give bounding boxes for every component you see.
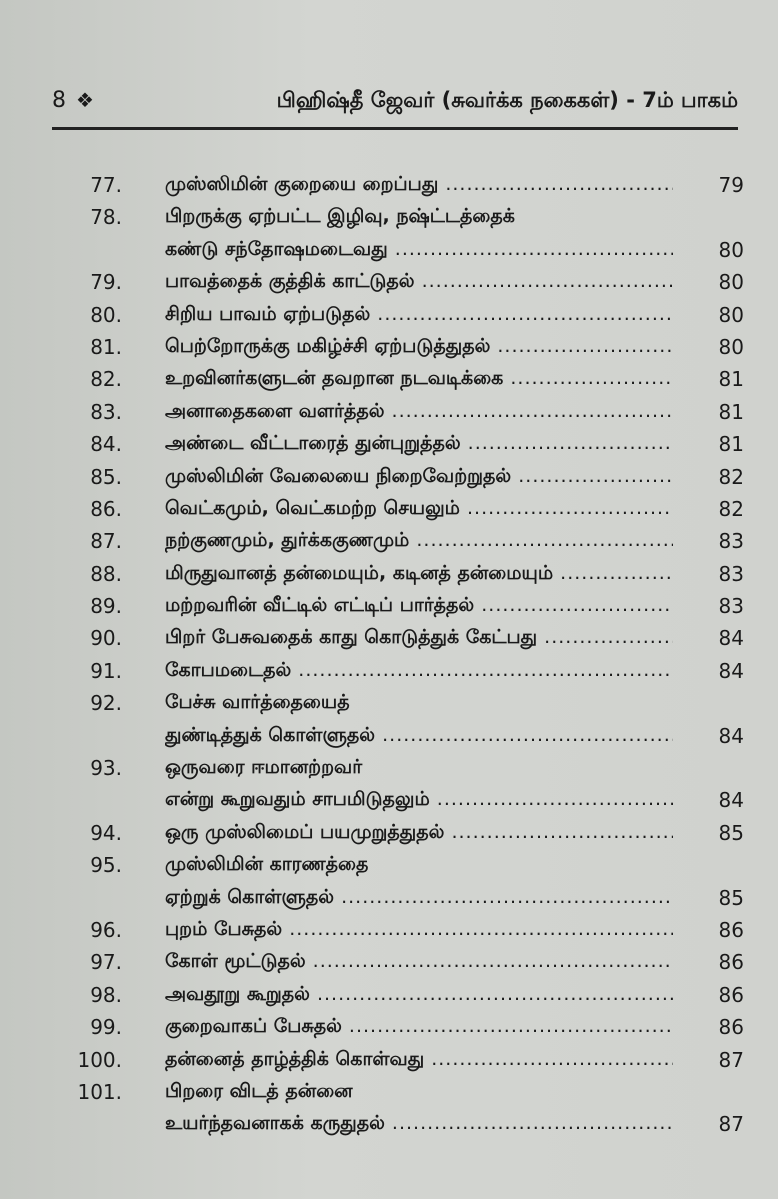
page-number: 8 bbox=[52, 88, 66, 113]
entry-page-number: 83 bbox=[718, 561, 744, 586]
entry-page-number: 85 bbox=[718, 885, 744, 910]
toc-entry-line bbox=[0, 559, 778, 591]
entry-title: கோபமடைதல் ..... bbox=[165, 659, 673, 684]
entry-number: 87. bbox=[90, 529, 122, 554]
entry-number: 95. bbox=[90, 853, 122, 878]
entry-page-number: 86 bbox=[718, 950, 744, 975]
entry-number: 81. bbox=[90, 334, 122, 359]
entry-title: ஒருவரை ஈமானற்றவர் bbox=[165, 756, 363, 779]
entry-title: அனாதைகளை வளர்த்தல் ..... bbox=[165, 400, 673, 425]
entry-number: 84. bbox=[90, 432, 122, 457]
toc-entry-line bbox=[0, 753, 778, 785]
toc-entry-line bbox=[0, 721, 778, 753]
entry-page-number: 84 bbox=[718, 626, 744, 651]
toc-entry-line bbox=[0, 850, 778, 882]
entry-page-number: 80 bbox=[718, 270, 744, 295]
entry-title: அவதூறு கூறுதல் ..... bbox=[165, 983, 673, 1008]
entry-number: 94. bbox=[90, 820, 122, 845]
entry-title: முஸ்லிமின் வேலையை நிறைவேற்றுதல் ..... bbox=[165, 465, 673, 490]
toc-entry-line bbox=[0, 202, 778, 234]
entry-title: ஏற்றுக் கொள்ளுதல் ..... bbox=[165, 886, 673, 911]
entry-number: 97. bbox=[90, 950, 122, 975]
entry-number: 82. bbox=[90, 367, 122, 392]
toc-entry-line bbox=[0, 397, 778, 429]
entry-title: தன்னைத் தாழ்த்திக் கொள்வது ..... bbox=[165, 1048, 673, 1073]
entry-title: பிறர் பேசுவதைக் காது கொடுத்துக் கேட்பது ..... bbox=[165, 626, 673, 651]
entry-title: மற்றவரின் வீட்டில் எட்டிப் பார்த்தல் ..... bbox=[165, 594, 673, 619]
entry-page-number: 80 bbox=[718, 302, 744, 327]
entry-number: 93. bbox=[90, 756, 122, 781]
entry-number: 100. bbox=[77, 1047, 122, 1072]
entry-title: முஸ்ஸிமின் குறையை றைப்பது ..... bbox=[165, 173, 673, 198]
entry-number: 79. bbox=[90, 270, 122, 295]
header-rule bbox=[52, 127, 738, 130]
entry-title: சிறிய பாவம் ஏற்படுதல் ..... bbox=[165, 303, 673, 328]
toc-entry-line bbox=[0, 267, 778, 299]
entry-page-number: 87 bbox=[718, 1112, 744, 1137]
entry-number: 91. bbox=[90, 658, 122, 683]
book-title: பிஹிஷ்தீ ஜேவர் (சுவர்க்க நகைகள்) - 7ம் பாகம் bbox=[276, 88, 738, 112]
entry-title: என்று கூறுவதும் சாபமிடுதலும் ..... bbox=[165, 788, 673, 813]
entry-page-number: 83 bbox=[718, 594, 744, 619]
entry-page-number: 82 bbox=[718, 496, 744, 521]
toc-entry-line bbox=[0, 785, 778, 817]
toc-entry-line bbox=[0, 656, 778, 688]
entry-title: துண்டித்துக் கொள்ளுதல் ..... bbox=[165, 724, 673, 749]
toc-entry-line bbox=[0, 300, 778, 332]
entry-title: பேச்சு வார்த்தையைத் bbox=[165, 691, 350, 714]
entry-title: பாவத்தைக் குத்திக் காட்டுதல் ..... bbox=[165, 270, 673, 295]
toc-entry-line bbox=[0, 980, 778, 1012]
toc-entry-line bbox=[0, 1045, 778, 1077]
toc-entry-line bbox=[0, 364, 778, 396]
entry-page-number: 79 bbox=[718, 173, 744, 197]
entry-page-number: 86 bbox=[718, 917, 744, 942]
toc-entry-line bbox=[0, 429, 778, 461]
entry-title: பிறரை விடத் தன்னை bbox=[165, 1079, 353, 1102]
toc-entry-line bbox=[0, 235, 778, 267]
entry-title: முஸ்லிமின் காரணத்தை bbox=[165, 853, 369, 876]
entry-number: 78. bbox=[90, 205, 122, 230]
toc-entry-line bbox=[0, 1012, 778, 1044]
entry-page-number: 84 bbox=[718, 658, 744, 683]
entry-page-number: 86 bbox=[718, 982, 744, 1007]
entry-number: 80. bbox=[90, 302, 122, 327]
running-header bbox=[52, 88, 742, 118]
toc-entry-line bbox=[0, 462, 778, 494]
entry-page-number: 86 bbox=[718, 1015, 744, 1040]
entry-number: 98. bbox=[90, 982, 122, 1007]
toc-entry-line bbox=[0, 494, 778, 526]
entry-page-number: 81 bbox=[718, 367, 744, 392]
entry-number: 83. bbox=[90, 399, 122, 424]
entry-title: கண்டு சந்தோஷமடைவது ..... bbox=[165, 238, 673, 263]
toc-entry-line bbox=[0, 883, 778, 915]
toc-entry-line bbox=[0, 915, 778, 947]
entry-number: 85. bbox=[90, 464, 122, 489]
entry-page-number: 84 bbox=[718, 723, 744, 748]
entry-page-number: 82 bbox=[718, 464, 744, 489]
entry-number: 89. bbox=[90, 594, 122, 619]
entry-page-number: 84 bbox=[718, 788, 744, 813]
toc-entry-line bbox=[0, 1109, 778, 1141]
entry-title: கோள் மூட்டுதல் ..... bbox=[165, 950, 673, 975]
toc-entry-line bbox=[0, 526, 778, 558]
toc-entry-line bbox=[0, 332, 778, 364]
toc-entry-line bbox=[0, 623, 778, 655]
entry-page-number: 81 bbox=[718, 399, 744, 424]
entry-title: நற்குணமும், துர்க்ககுணமும் ..... bbox=[165, 529, 673, 554]
entry-number: 88. bbox=[90, 561, 122, 586]
toc-entry-line bbox=[0, 170, 778, 202]
toc-entry-line bbox=[0, 688, 778, 720]
entry-title: பிறருக்கு ஏற்பட்ட இழிவு, நஷ்ட்டத்தைக் bbox=[165, 205, 515, 228]
table-of-contents bbox=[0, 170, 778, 1142]
toc-entry-line bbox=[0, 947, 778, 979]
toc-entry-line bbox=[0, 1077, 778, 1109]
entry-title: வெட்கமும், வெட்கமற்ற செயலும் ..... bbox=[165, 497, 673, 522]
entry-title: உறவினர்களுடன் தவறான நடவடிக்கை ..... bbox=[165, 367, 673, 392]
entry-page-number: 81 bbox=[718, 432, 744, 457]
entry-title: உயர்ந்தவனாகக் கருதுதல் ..... bbox=[165, 1112, 673, 1137]
entry-page-number: 80 bbox=[718, 237, 744, 262]
entry-number: 77. bbox=[90, 173, 122, 197]
entry-number: 92. bbox=[90, 691, 122, 716]
entry-title: புறம் பேசுதல் ..... bbox=[165, 918, 673, 943]
entry-page-number: 87 bbox=[718, 1047, 744, 1072]
toc-entry-line bbox=[0, 591, 778, 623]
entry-title: மிருதுவானத் தன்மையும், கடினத் தன்மையும் ..... bbox=[165, 562, 673, 587]
entry-number: 96. bbox=[90, 917, 122, 942]
ornament-icon: ❖ bbox=[76, 88, 94, 112]
entry-title: அண்டை வீட்டாரைத் துன்புறுத்தல் ..... bbox=[165, 432, 673, 457]
toc-entry-line bbox=[0, 818, 778, 850]
entry-number: 101. bbox=[77, 1079, 122, 1104]
entry-page-number: 80 bbox=[718, 334, 744, 359]
entry-title: ஒரு முஸ்லிமைப் பயமுறுத்துதல் ..... bbox=[165, 821, 673, 846]
entry-number: 90. bbox=[90, 626, 122, 651]
entry-title: குறைவாகப் பேசுதல் ..... bbox=[165, 1015, 673, 1040]
entry-number: 99. bbox=[90, 1015, 122, 1040]
entry-number: 86. bbox=[90, 496, 122, 521]
entry-page-number: 83 bbox=[718, 529, 744, 554]
entry-title: பெற்றோருக்கு மகிழ்ச்சி ஏற்படுத்துதல் ..... bbox=[165, 335, 673, 360]
entry-page-number: 85 bbox=[718, 820, 744, 845]
